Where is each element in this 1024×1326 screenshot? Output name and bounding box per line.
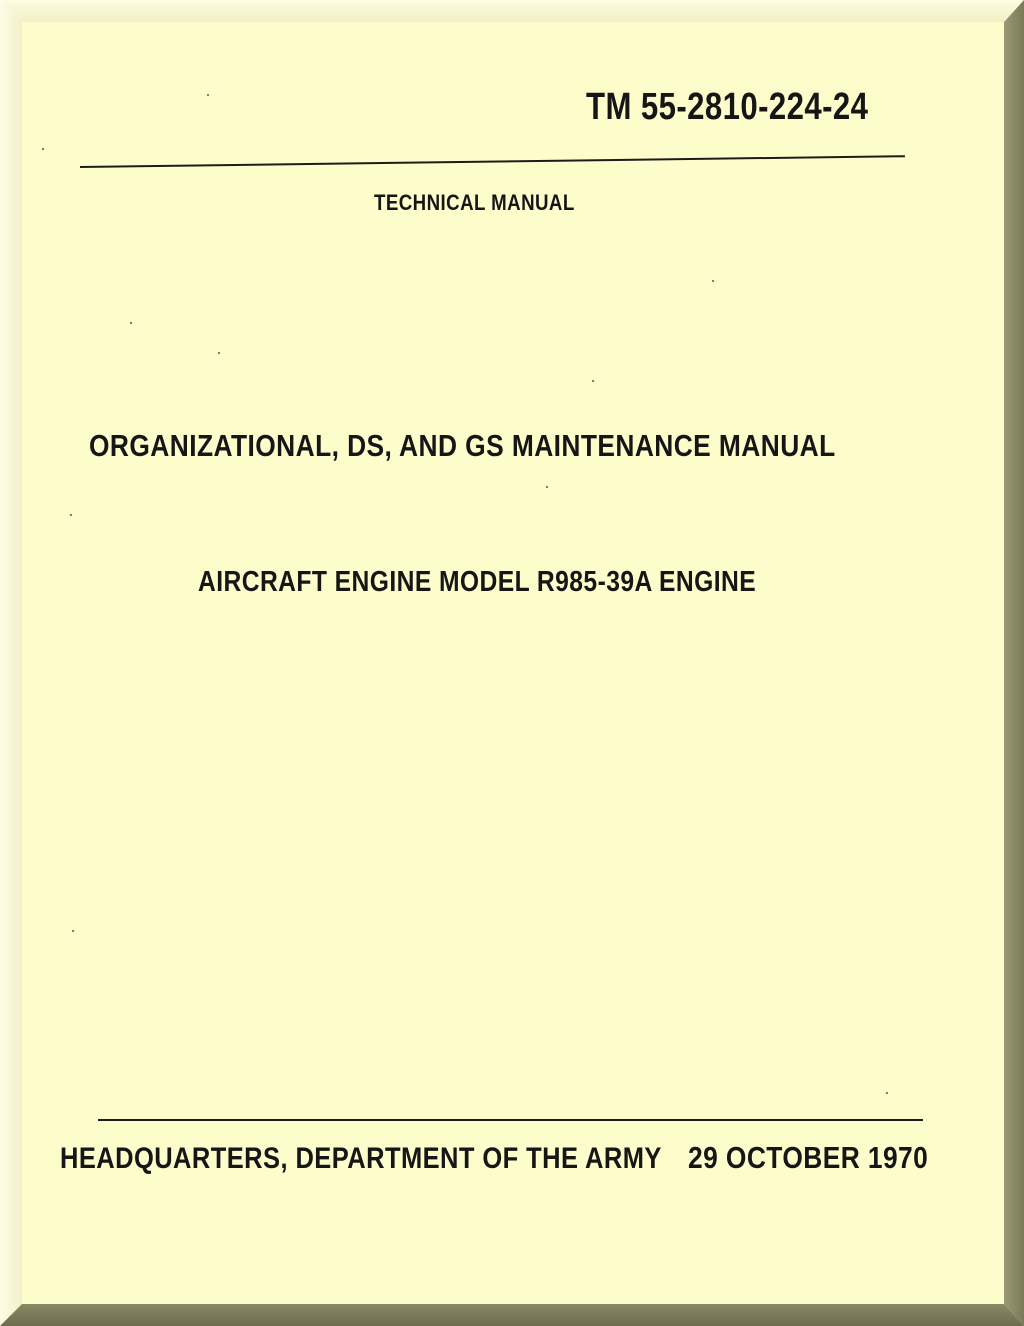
- scan-speck: [207, 94, 209, 96]
- top-divider: [80, 155, 905, 168]
- scan-speck: [130, 322, 132, 324]
- document-page: [22, 22, 1004, 1304]
- scan-speck: [42, 148, 44, 150]
- scan-speck: [712, 280, 714, 282]
- scan-speck: [592, 380, 594, 382]
- issuing-authority: HEADQUARTERS, DEPARTMENT OF THE ARMY: [60, 1142, 662, 1175]
- scan-speck: [72, 930, 74, 932]
- scan-speck: [886, 1092, 888, 1094]
- publication-date: 29 OCTOBER 1970: [688, 1140, 929, 1175]
- tm-number: TM 55-2810-224-24: [586, 86, 869, 128]
- frame-top-bevel: [0, 0, 1024, 22]
- bottom-divider: [98, 1119, 923, 1121]
- manual-title: ORGANIZATIONAL, DS, AND GS MAINTENANCE MANUAL: [89, 428, 836, 463]
- scan-speck: [546, 486, 548, 488]
- scan-speck: [218, 352, 220, 354]
- engine-model-subtitle: AIRCRAFT ENGINE MODEL R985-39A ENGINE: [198, 566, 757, 598]
- frame-right-bevel: [1004, 0, 1024, 1326]
- document-heading: TECHNICAL MANUAL: [374, 190, 575, 215]
- frame-bottom-bevel: [0, 1304, 1024, 1326]
- frame-left-bevel: [0, 0, 22, 1326]
- scan-speck: [70, 514, 72, 516]
